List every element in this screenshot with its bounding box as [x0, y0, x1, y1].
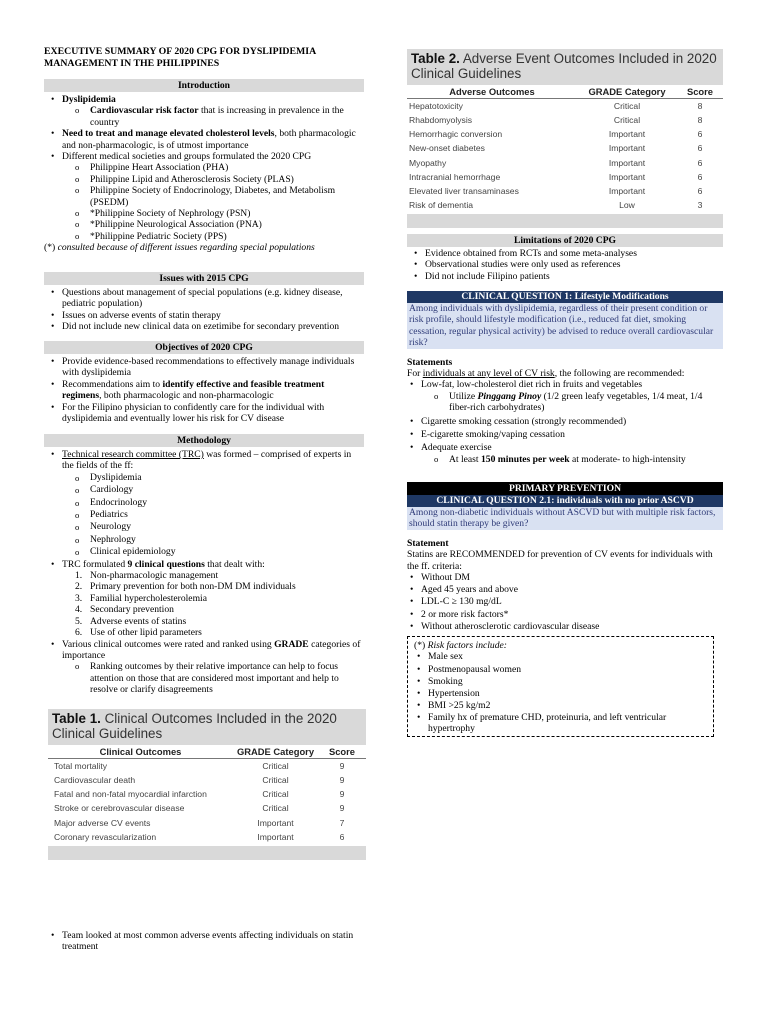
list-item: • Cigarette smoking cessation (strongly recommended)	[421, 416, 723, 427]
list-item: • Dyslipidemia o Cardiovascular risk factor that is increasing in prevalence in the country	[62, 94, 364, 128]
intro-list	[44, 94, 364, 242]
list-item: • For the Filipino physician to confidently care for the individual with dyslipidemia and eventually lower his risk for CV disease	[62, 402, 364, 425]
list-item: • Without atherosclerotic cardiovascular disease	[421, 621, 723, 633]
list-item: • Recommendations aim to identify effective and feasible treatment regimens, both pharmacologic and non-pharmacologic	[62, 379, 364, 402]
list-item: o Nephrology	[90, 534, 364, 546]
list-item: o Ranking outcomes by their relative importance can help to focus attention on those that are considered most important and help to resolve or clarify disagreements	[90, 661, 364, 695]
list-item: 6. Use of other lipid parameters	[75, 627, 202, 639]
list-item: o Dyslipidemia	[90, 472, 364, 484]
list-item: • Aged 45 years and above	[421, 584, 723, 596]
list-item: o Endocrinology	[90, 497, 364, 509]
list-item: • Need to treat and manage elevated cholesterol levels, both pharmacologic and non-pharmacologic, is of utmost importance	[62, 128, 364, 151]
list-item: • Evidence obtained from RCTs and some meta-analyses	[425, 248, 723, 259]
list-item: • Issues on adverse events of statin therapy	[62, 310, 364, 321]
cq1-heading: CLINICAL QUESTION 1: Lifestyle Modifications	[407, 291, 723, 303]
list-item: • Low-fat, low-cholesterol diet rich in fruits and vegetables o Utilize Pinggang Pinoy (1/2 green leafy vegetables, 1/4 meat, 1/4 fiber-rich carbohydrates)	[421, 379, 723, 413]
table-title: Table 2. Adverse Event Outcomes Included in 2020 Clinical Guidelines	[407, 49, 723, 85]
list-item: o Pediatrics	[90, 509, 364, 521]
list-item: • 2 or more risk factors*	[421, 609, 723, 621]
list-item: • Observational studies were only used as references	[425, 259, 723, 270]
special-populations-note: (*) consulted because of different issues regarding special populations	[44, 242, 315, 254]
issues-section	[44, 270, 364, 333]
list-item: o At least 150 minutes per week at moderate- to high-intensity	[449, 454, 723, 465]
cq21-question: Among non-diabetic individuals without ASCVD but with multiple risk factors, should statin therapy be given?	[407, 507, 723, 530]
table-header-row: Adverse Outcomes GRADE Category Score	[407, 85, 723, 99]
list-item: • Did not include new clinical data on ezetimibe for secondary prevention	[62, 321, 364, 332]
table-row: Hemorrhagic conversion Important 6	[409, 129, 703, 140]
list-item: • Postmenopausal women	[428, 664, 707, 676]
table-row: Total mortality Critical 9	[54, 760, 345, 771]
list-item: o Philippine Society of Endocrinology, Diabetes, and Metabolism (PSEDM)	[90, 185, 364, 208]
list-item: o Philippine Heart Association (PHA)	[90, 162, 364, 173]
table-row: Coronary revascularization Important 6	[54, 831, 345, 842]
list-item: • Smoking	[428, 676, 707, 688]
primary-prevention-heading: PRIMARY PREVENTION	[407, 482, 723, 495]
list-item: • Provide evidence-based recommendations to effectively manage individuals with dyslipidemia	[62, 356, 364, 379]
list-item: 2. Primary prevention for both non-DM DM individuals	[75, 581, 296, 593]
table-row: Fatal and non-fatal myocardial infarction Critical 9	[54, 789, 345, 800]
table-row: Hepatotoxicity Critical 8	[409, 100, 703, 111]
limitations-section	[407, 232, 723, 282]
table-row: Stroke or cerebrovascular disease Critical 9	[54, 803, 345, 814]
table-row: Rhabdomyolysis Critical 8	[409, 115, 703, 125]
table-row: Intracranial hemorrhage Important 6	[409, 171, 703, 182]
introduction-heading: Introduction	[44, 79, 364, 92]
list-item: o Clinical epidemiology	[90, 546, 364, 558]
list-item: o Philippine Lipid and Atherosclerosis Society (PLAS)	[90, 174, 364, 185]
table-header-row: Clinical Outcomes GRADE Category Score	[48, 745, 366, 759]
list-item: o Utilize Pinggang Pinoy (1/2 green leafy vegetables, 1/4 meat, 1/4 fiber-rich carbohydrates)	[449, 391, 723, 414]
list-item: • Did not include Filipino patients	[425, 271, 723, 282]
table-row: Cardiovascular death Critical 9	[54, 775, 345, 785]
statements-label: Statements	[407, 356, 453, 368]
list-item: o Neurology	[90, 521, 364, 533]
list-item: • Various clinical outcomes were rated and ranked using GRADE categories of importance o Ranking outcomes by their relative importance can help to focus attention on those that are considered most important and help to resolve or clarify disagreements	[62, 639, 364, 696]
list-item: 1. Non-pharmacologic management	[75, 570, 219, 582]
table-row: Risk of dementia Low 3	[409, 200, 703, 211]
list-item: • Hypertension	[428, 688, 707, 700]
cq1-question: Among individuals with dyslipidemia, regardless of their present condition or risk profile, should lifestyle modification (i.e., reduced fat diet, smoking cessation, regular physical activity) be advised to reduce overall cardiovascular risk?	[407, 303, 723, 349]
cq21-heading: CLINICAL QUESTION 2.1: individuals with no prior ASCVD	[407, 495, 723, 507]
introduction-section	[44, 77, 364, 254]
methodology-section	[44, 432, 364, 696]
primary-prevention-section	[407, 480, 723, 737]
table-title: Table 1. Clinical Outcomes Included in the 2020 Clinical Guidelines	[48, 709, 366, 745]
list-item: • BMI >25 kg/m2	[428, 700, 707, 712]
objectives-section	[44, 339, 364, 424]
list-item: o Cardiovascular risk factor that is increasing in prevalence in the country	[90, 105, 364, 128]
risk-factors-label: (*) Risk factors include:	[414, 640, 507, 652]
list-item: • Team looked at most common adverse events affecting individuals on statin treatment	[62, 930, 364, 953]
team-note-list	[44, 930, 364, 953]
list-item: • Technical research committee (TRC) was formed – comprised of experts in the fields of the ff: o Dyslipidemia o Cardiology o Endocrinology o Pediatrics o Neurology o Nephrology o Clinical epidemiology	[62, 449, 364, 559]
list-item: o Cardiology	[90, 484, 364, 496]
cq1-intro: For individuals at any level of CV risk, the following are recommended:	[407, 368, 685, 380]
list-item: o *Philippine Society of Nephrology (PSN)	[90, 208, 364, 219]
list-item: 4. Secondary prevention	[75, 604, 174, 616]
list-item: • TRC formulated 9 clinical questions that dealt with: 1. Non-pharmacologic management 2. Primary prevention for both non-DM DM individuals 3. Familial hypercholesterolemia 4. Secondary prevention 5. Adverse events of statins 6. Use of other lipid parameters	[62, 559, 364, 639]
list-item: • LDL-C ≥ 130 mg/dL	[421, 596, 723, 608]
table-row: Myopathy Important 6	[409, 157, 703, 168]
list-item: • E-cigarette smoking/vaping cessation	[421, 429, 723, 440]
statement-text: Statins are RECOMMENDED for prevention of CV events for individuals with the ff. criteria:	[407, 549, 713, 572]
statement-label: Statement	[407, 537, 449, 549]
table-row: Major adverse CV events Important 7	[54, 817, 345, 828]
list-item: 5. Adverse events of statins	[75, 615, 187, 627]
limitations-heading: Limitations of 2020 CPG	[407, 234, 723, 247]
table-footer-bar	[407, 214, 723, 228]
list-item: • Without DM	[421, 572, 723, 584]
list-item: 3. Familial hypercholesterolemia	[75, 592, 207, 604]
list-item: • Family hx of premature CHD, proteinuria, and left ventricular hypertrophy	[428, 712, 707, 734]
list-item: • Male sex	[428, 651, 707, 663]
methodology-heading: Methodology	[44, 434, 364, 447]
risk-factors-box	[407, 636, 714, 737]
adverse-events-table	[407, 49, 723, 228]
list-item: • Adequate exercise o At least 150 minutes per week at moderate- to high-intensity	[421, 442, 723, 465]
table-footer-bar	[48, 846, 366, 860]
table-row: New-onset diabetes Important 6	[409, 143, 703, 154]
clinical-question-1	[407, 291, 723, 465]
list-item: o *Philippine Neurological Association (PNA)	[90, 219, 364, 230]
document-title: EXECUTIVE SUMMARY OF 2020 CPG FOR DYSLIPIDEMIA MANAGEMENT IN THE PHILIPPINES	[44, 46, 316, 69]
list-item: • Different medical societies and groups formulated the 2020 CPG o Philippine Heart Association (PHA) o Philippine Lipid and Atherosclerosis Society (PLAS) o Philippine Society of Endocrinology, Diabetes, and Metabolism (PSEDM) o *Philippine Society of Nephrology (PSN) o *Philippine Neurological Association (PNA) o *Philippine Pediatric Society (PPS)	[62, 151, 364, 242]
list-item: • Questions about management of special populations (e.g. kidney disease, pediatric population)	[62, 287, 364, 310]
issues-heading: Issues with 2015 CPG	[44, 272, 364, 285]
objectives-heading: Objectives of 2020 CPG	[44, 341, 364, 354]
clinical-outcomes-table	[48, 709, 366, 860]
list-item: o *Philippine Pediatric Society (PPS)	[90, 231, 364, 242]
table-row: Elevated liver transaminases Important 6	[409, 185, 703, 196]
